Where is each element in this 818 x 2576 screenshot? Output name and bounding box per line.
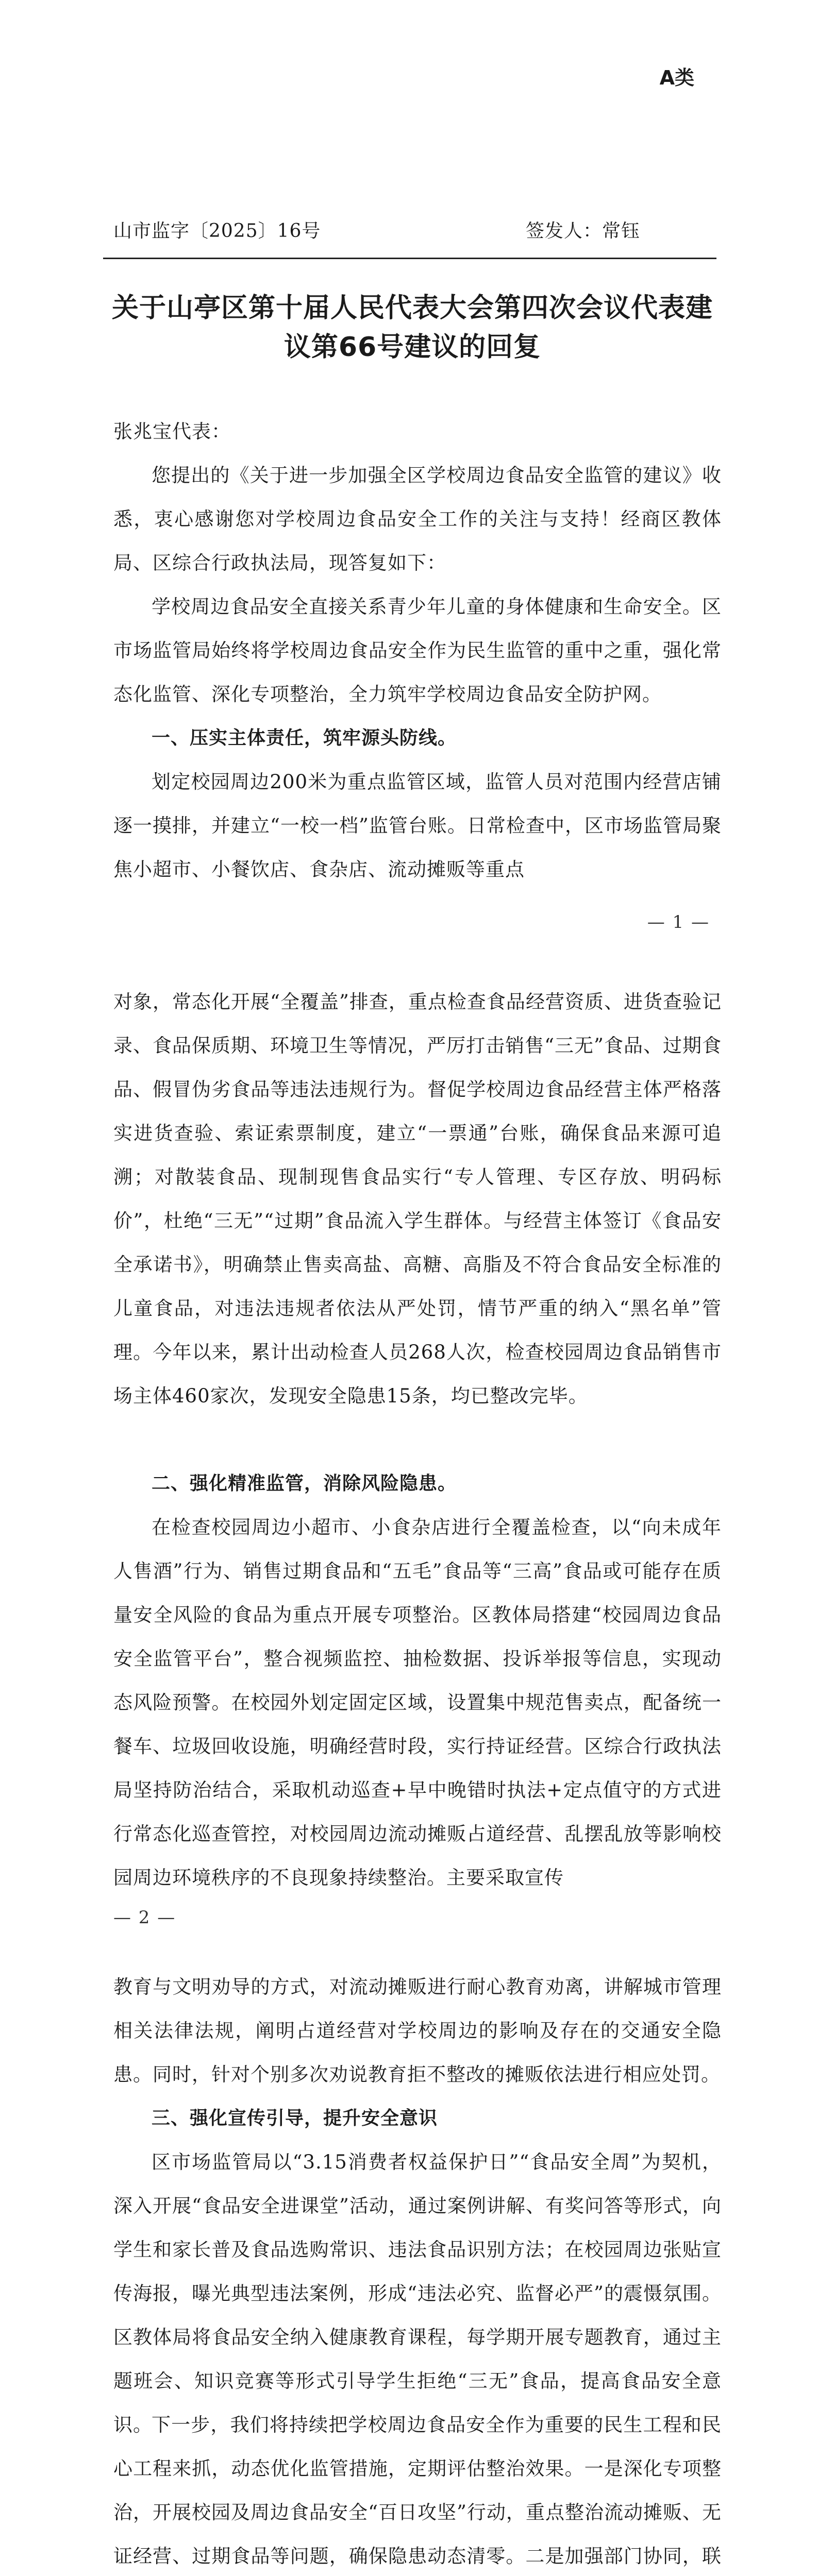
header-divider — [103, 258, 716, 259]
addressee: 张兆宝代表： — [113, 420, 231, 443]
classification-mark: A类 — [659, 66, 694, 89]
paragraph: 教育与文明劝导的方式，对流动摊贩进行耐心教育劝离，讲解城市管理相关法律法规，阐明占道经营对学校周边的影响及存在的交通安全隐患。同时，针对个别多次劝说教育拒不整改的摊贩依法进行相应处罚。 — [113, 1976, 722, 2086]
document-number: 山市监字〔2025〕16号 — [113, 221, 321, 242]
page-2 — [0, 980, 818, 1960]
signer: 签发人：常钰 — [526, 221, 641, 242]
page-3 — [0, 1960, 818, 2576]
paragraph: 划定校园周边200米为重点监管区域，监管人员对范围内经营店铺逐一摸排，并建立“一校一档”监管台账。日常检查中，区市场监管局聚焦小超市、小餐饮店、食杂店、流动摊贩等重点 — [113, 771, 722, 880]
paragraph: 您提出的《关于进一步加强全区学校周边食品安全监管的建议》收悉，衷心感谢您对学校周边食品安全工作的关注与支持！经商区教体局、区综合行政执法局，现答复如下： — [113, 464, 722, 574]
paragraph: 下一步，我们将持续把学校周边食品安全作为重要的民生工程和民心工程来抓，动态优化监管措施，定期评估整治效果。一是深化专项整治，开展校园及周边食品安全“百日攻坚”行动，重点整治流动摊贩、无证经营、过期食品等问题，确保隐患动态清零。二是加强部门协同，联 — [113, 2414, 722, 2567]
page-number: — 2 — — [113, 1907, 176, 1928]
section-heading: 三、强化宣传引导，提升安全意识 — [152, 2108, 438, 2129]
document-title: 关于山亭区第十届人民代表大会第四次会议代表建议第66号建议的回复 — [111, 293, 713, 363]
section-heading: 一、压实主体责任，筑牢源头防线。 — [152, 727, 457, 749]
paragraph: 对象，常态化开展“全覆盖”排查，重点检查食品经营资质、进货查验记录、食品保质期、环境卫生等情况，严厉打击销售“三无”食品、过期食品、假冒伪劣食品等违法违规行为。督促学校周边食品经营主体严格落实进货查验、索证索票制度，建立“一票通”台账，确保食品来源可追溯；对散装食品、现制现售食品实行“专人管理、专区存放、明码标价”，杜绝“三无”“过期”食品流入学生群体。与经营主体签订《食品安全承诺书》，明确禁止售卖高盐、高糖、高脂及不符合食品安全标准的儿童食品，对违法违规者依法从严处罚，情节严重的纳入“黑名单”管理。今年以来，累计出动检查人员268人次，检查校园周边食品销售市场主体460家次，发现安全隐患15条，均已整改完毕。 — [113, 991, 722, 1407]
paragraph: 区市场监管局以“3.15消费者权益保护日”“食品安全周”为契机，深入开展“食品安全进课堂”活动，通过案例讲解、有奖问答等形式，向学生和家长普及食品选购常识、违法食品识别方法；在校园周边张贴宣传海报，曝光典型违法案例，形成“违法必究、监督必严”的震慑氛围。区教体局将食品安全纳入健康教育课程，每学期开展专题教育，通过主题班会、知识竞赛等形式引导学生拒绝“三无”食品，提高食品安全意识。 — [113, 2151, 722, 2436]
paragraph: 在检查校园周边小超市、小食杂店进行全覆盖检查，以“向未成年人售酒”行为、销售过期食品和“五毛”食品等“三高”食品或可能存在质量安全风险的食品为重点开展专项整治。区教体局搭建“校园周边食品安全监管平台”，整合视频监控、抽检数据、投诉举报等信息，实现动态风险预警。在校园外划定固定区域，设置集中规范售卖点，配备统一餐车、垃圾回收设施，明确经营时段，实行持证经营。区综合行政执法局坚持防治结合，采取机动巡查+早中晚错时执法+定点值守的方式进行常态化巡查管控，对校园周边流动摊贩占道经营、乱摆乱放等影响校园周边环境秩序的不良现象持续整治。主要采取宣传 — [113, 1516, 722, 1889]
page-1 — [0, 0, 818, 980]
section-heading: 二、强化精准监管，消除风险隐患。 — [152, 1473, 457, 1494]
page-number: — 1 — — [647, 912, 710, 933]
paragraph: 学校周边食品安全直接关系青少年儿童的身体健康和生命安全。区市场监管局始终将学校周边食品安全作为民生监管的重中之重，强化常态化监管、深化专项整治，全力筑牢学校周边食品安全防护网。 — [113, 596, 722, 705]
